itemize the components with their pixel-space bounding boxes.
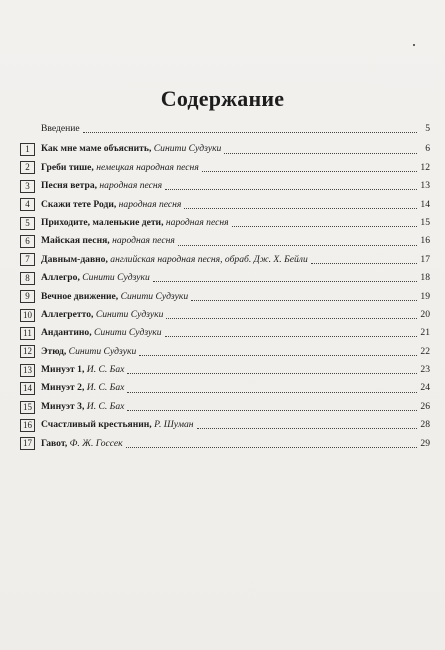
toc-entry[interactable] bbox=[20, 269, 430, 287]
toc-entry-title bbox=[41, 120, 80, 138]
toc-entry[interactable] bbox=[20, 306, 430, 324]
toc-entry[interactable] bbox=[20, 140, 430, 158]
toc-entry-title bbox=[41, 196, 181, 214]
table-of-contents bbox=[20, 120, 430, 453]
piece-title: Майская песня, bbox=[41, 235, 110, 247]
toc-page-number: 5 bbox=[425, 123, 430, 134]
toc-entry[interactable] bbox=[20, 177, 430, 195]
piece-title: Как мне маме объяснить, bbox=[41, 143, 152, 155]
toc-entry-number bbox=[20, 123, 35, 136]
piece-author: народная песня bbox=[99, 180, 163, 192]
toc-entry-number: 5 bbox=[20, 217, 35, 230]
piece-title: Приходите, маленькие дети, bbox=[41, 216, 164, 228]
toc-entry-title bbox=[41, 232, 175, 250]
toc-entry-title bbox=[41, 159, 199, 177]
dot-leader bbox=[127, 372, 417, 374]
toc-entry-title bbox=[41, 416, 194, 434]
dot-leader bbox=[166, 317, 417, 319]
toc-entry-number: 14 bbox=[20, 382, 35, 395]
piece-author: Ф. Ж. Госсек bbox=[69, 437, 123, 449]
piece-title: Аллегро, bbox=[41, 272, 80, 284]
toc-entry-number: 4 bbox=[20, 198, 35, 211]
dot-leader bbox=[184, 207, 417, 209]
toc-entry-title bbox=[41, 361, 124, 379]
toc-entry-number: 13 bbox=[20, 364, 35, 377]
page-speck bbox=[413, 44, 415, 46]
dot-leader bbox=[165, 335, 417, 337]
toc-entry-title bbox=[41, 435, 123, 453]
piece-title: Аллегретто, bbox=[41, 308, 94, 320]
toc-page-number: 14 bbox=[420, 198, 430, 210]
toc-entry[interactable] bbox=[20, 288, 430, 306]
piece-title: Скажи тете Роди, bbox=[41, 198, 117, 210]
piece-author: Синити Судзуки bbox=[120, 290, 189, 302]
toc-page-number: 20 bbox=[420, 308, 430, 320]
dot-leader bbox=[153, 280, 417, 282]
toc-entry-number: 12 bbox=[20, 345, 35, 358]
toc-entry[interactable] bbox=[20, 196, 430, 214]
toc-entry-number: 9 bbox=[20, 290, 35, 303]
toc-entry-number: 3 bbox=[20, 180, 35, 193]
piece-title: Минуэт 3, bbox=[41, 400, 85, 412]
toc-page-number: 23 bbox=[420, 364, 430, 376]
dot-leader bbox=[191, 299, 417, 301]
toc-entry[interactable] bbox=[20, 251, 430, 269]
dot-leader bbox=[202, 170, 417, 172]
toc-entry-title bbox=[41, 251, 308, 269]
piece-author: И. С. Бах bbox=[86, 382, 125, 394]
toc-entry[interactable] bbox=[20, 343, 430, 361]
toc-page-number: 24 bbox=[420, 382, 430, 394]
dot-leader bbox=[311, 262, 417, 264]
toc-entry-title bbox=[41, 324, 162, 342]
piece-title: Введение bbox=[41, 123, 80, 134]
toc-entry-title bbox=[41, 177, 162, 195]
toc-entry[interactable] bbox=[20, 159, 430, 177]
toc-entry-number: 15 bbox=[20, 401, 35, 414]
toc-entry-title bbox=[41, 398, 124, 416]
page-title: Содержание bbox=[160, 86, 285, 111]
toc-entry[interactable] bbox=[20, 214, 430, 232]
toc-entry-number: 2 bbox=[20, 161, 35, 174]
toc-entry-title bbox=[41, 214, 229, 232]
piece-author: Синити Судзуки bbox=[94, 327, 162, 339]
toc-entry-number: 8 bbox=[20, 272, 35, 285]
toc-entry-title bbox=[41, 140, 221, 158]
toc-entry-number: 17 bbox=[20, 437, 35, 450]
toc-entry[interactable] bbox=[20, 435, 430, 453]
piece-author: народная песня bbox=[118, 198, 182, 210]
piece-author: немецкая народная песня bbox=[96, 161, 199, 173]
dot-leader bbox=[139, 354, 417, 356]
piece-title: Вечное движение, bbox=[41, 290, 119, 302]
piece-author: Синити Судзуки bbox=[95, 308, 164, 320]
piece-title: Минуэт 2, bbox=[41, 382, 85, 394]
toc-entry-number: 7 bbox=[20, 253, 35, 266]
piece-author: И. С. Бах bbox=[86, 364, 125, 376]
toc-page-number: 26 bbox=[420, 400, 430, 412]
toc-page-number: 28 bbox=[420, 419, 430, 431]
dot-leader bbox=[165, 188, 417, 190]
dot-leader bbox=[126, 446, 417, 448]
piece-author: народная песня bbox=[165, 216, 229, 228]
piece-author: Синити Судзуки bbox=[153, 143, 222, 155]
toc-entry-number: 10 bbox=[20, 309, 35, 322]
piece-title: Давным-давно, bbox=[41, 253, 108, 265]
dot-leader bbox=[224, 152, 417, 154]
piece-title: Песня ветра, bbox=[41, 180, 98, 192]
toc-page-number: 16 bbox=[420, 235, 430, 247]
piece-author: Синити Судзуки bbox=[68, 345, 137, 357]
toc-entry[interactable] bbox=[20, 232, 430, 250]
toc-entry[interactable] bbox=[20, 379, 430, 397]
piece-author: народная песня bbox=[112, 235, 175, 247]
toc-entry[interactable] bbox=[20, 416, 430, 434]
toc-page-number: 29 bbox=[420, 437, 430, 449]
toc-entry-number: 11 bbox=[20, 327, 35, 340]
piece-author: английская народная песня, обраб. Дж. Х. Бейли bbox=[110, 253, 308, 265]
toc-page-number: 18 bbox=[420, 272, 430, 284]
toc-entry-title bbox=[41, 269, 150, 287]
piece-author: И. С. Бах bbox=[86, 400, 125, 412]
toc-page-number: 22 bbox=[420, 345, 430, 357]
dot-leader bbox=[127, 391, 417, 393]
piece-title: Гавот, bbox=[41, 437, 68, 449]
toc-page-number: 12 bbox=[420, 161, 430, 173]
piece-title: Счастливый крестьянин, bbox=[41, 419, 152, 431]
dot-leader bbox=[232, 225, 417, 227]
dot-leader bbox=[197, 427, 417, 429]
piece-title: Минуэт 1, bbox=[41, 364, 85, 376]
dot-leader bbox=[127, 409, 417, 411]
toc-page-number: 19 bbox=[420, 290, 430, 302]
piece-title: Андантино, bbox=[41, 327, 92, 339]
toc-page-number: 15 bbox=[420, 216, 430, 228]
toc-entry-title bbox=[41, 379, 124, 397]
toc-page-number: 17 bbox=[420, 253, 430, 265]
toc-entry[interactable] bbox=[20, 120, 430, 138]
toc-entry-number: 16 bbox=[20, 419, 35, 432]
toc-entry-number: 6 bbox=[20, 235, 35, 248]
toc-entry-title bbox=[41, 343, 136, 361]
toc-entry-title bbox=[41, 288, 188, 306]
toc-entry[interactable] bbox=[20, 398, 430, 416]
dot-leader bbox=[178, 244, 417, 246]
toc-entry[interactable] bbox=[20, 361, 430, 379]
dot-leader bbox=[83, 131, 417, 133]
toc-entry-title bbox=[41, 306, 163, 324]
piece-author: Синити Судзуки bbox=[82, 272, 150, 284]
toc-page-number: 21 bbox=[420, 327, 430, 339]
toc-page-number: 6 bbox=[425, 143, 430, 155]
toc-entry[interactable] bbox=[20, 324, 430, 342]
toc-page-number: 13 bbox=[420, 180, 430, 192]
piece-author: Р. Шуман bbox=[154, 419, 194, 431]
piece-title: Греби тише, bbox=[41, 161, 94, 173]
piece-title: Этюд, bbox=[41, 345, 67, 357]
toc-entry-number: 1 bbox=[20, 143, 35, 156]
